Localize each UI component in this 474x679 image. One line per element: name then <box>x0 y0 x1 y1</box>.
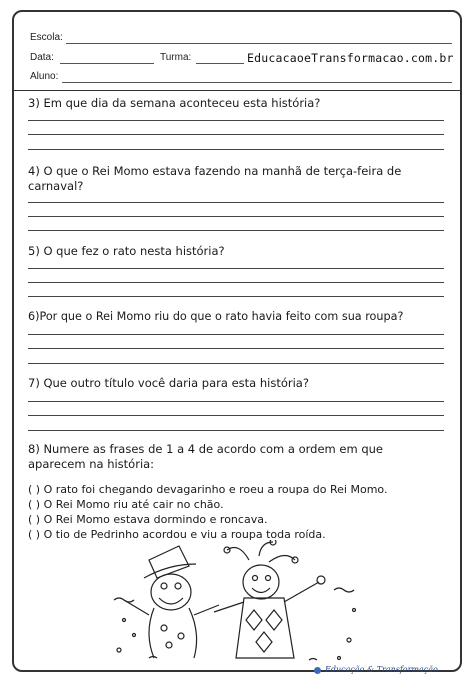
answer-line[interactable] <box>28 415 444 416</box>
date-label: Data: <box>30 52 54 63</box>
footer-text: Educação & Transformação <box>325 665 438 674</box>
student-label: Aluno: <box>30 71 59 82</box>
answer-line[interactable] <box>28 430 444 431</box>
carnival-illustration <box>109 540 364 665</box>
question-7: 7) Que outro título você daria para esta história? <box>28 376 309 390</box>
answer-line[interactable] <box>28 149 444 150</box>
question-3: 3) Em que dia da semana aconteceu esta história? <box>28 96 321 110</box>
worksheet <box>12 10 462 672</box>
answer-line[interactable] <box>28 401 444 402</box>
answer-line[interactable] <box>28 230 444 231</box>
footer-brand <box>314 665 438 674</box>
answer-line[interactable] <box>28 334 444 335</box>
student-line <box>62 82 452 83</box>
question-5: 5) O que fez o rato nesta história? <box>28 244 225 258</box>
answer-line[interactable] <box>28 202 444 203</box>
answer-line[interactable] <box>28 296 444 297</box>
site-watermark: EducacaoeTransformacao.com.br <box>247 51 454 65</box>
school-label: Escola: <box>30 32 63 43</box>
ordering-option[interactable]: ( ) O rato foi chegando devagarinho e roeu a roupa do Rei Momo. <box>28 483 388 496</box>
class-line <box>196 63 244 64</box>
answer-line[interactable] <box>28 348 444 349</box>
question-8: 8) Numere as frases de 1 a 4 de acordo com a ordem em que aparecem na história: <box>28 442 384 471</box>
class-label: Turma: <box>160 52 192 63</box>
question-6: 6)Por que o Rei Momo riu do que o rato havia feito com sua roupa? <box>28 310 404 323</box>
logo-icon <box>314 667 321 674</box>
ordering-option[interactable]: ( ) O Rei Momo riu até cair no chão. <box>28 498 224 511</box>
school-line <box>66 43 452 44</box>
answer-line[interactable] <box>28 282 444 283</box>
answer-line[interactable] <box>28 268 444 269</box>
answer-line[interactable] <box>28 120 444 121</box>
answer-line[interactable] <box>28 363 444 364</box>
answer-line[interactable] <box>28 134 444 135</box>
ordering-option[interactable]: ( ) O tio de Pedrinho acordou e viu a roupa toda roída. <box>28 528 326 541</box>
question-4: 4) O que o Rei Momo estava fazendo na manhã de terça-feira de carnaval? <box>28 164 402 193</box>
header-divider <box>14 90 460 91</box>
answer-line[interactable] <box>28 216 444 217</box>
ordering-option[interactable]: ( ) O Rei Momo estava dormindo e roncava. <box>28 513 268 526</box>
worksheet-header <box>14 12 460 88</box>
date-line <box>60 63 154 64</box>
